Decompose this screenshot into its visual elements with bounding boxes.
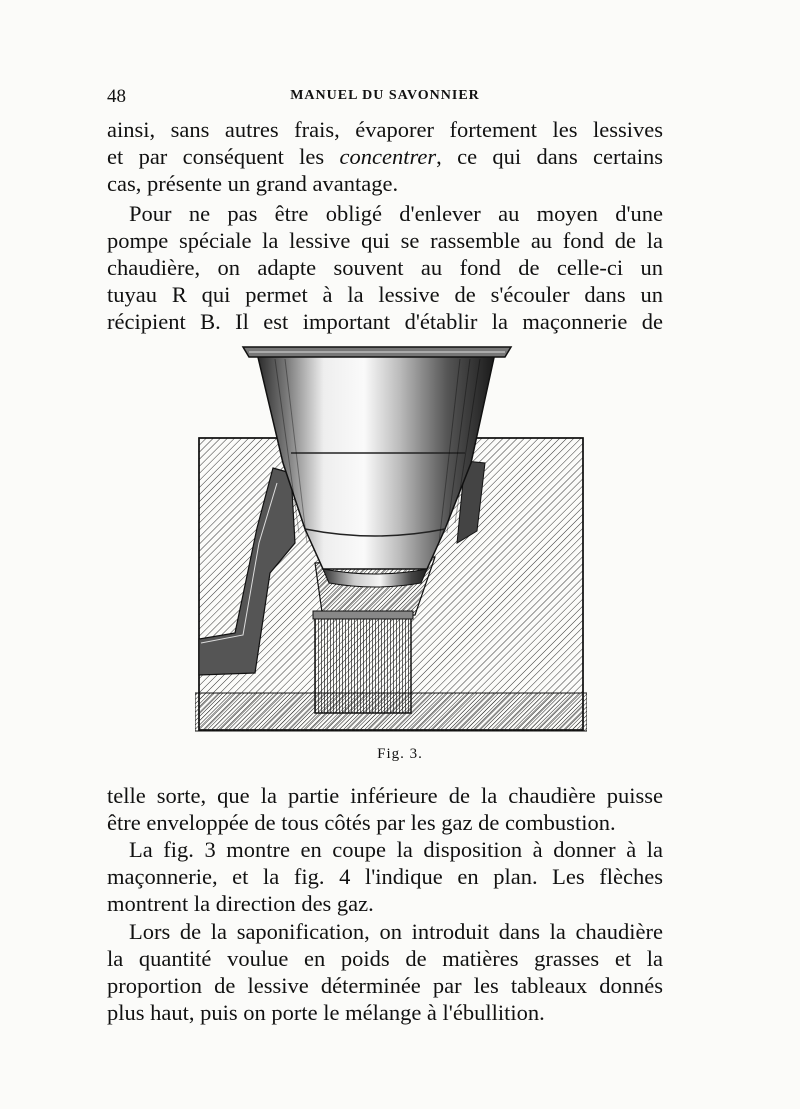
page-header	[107, 86, 663, 108]
text-line: La fig. 3 montre en coupe la disposition à donner à la	[129, 837, 663, 862]
paragraph-4	[107, 836, 663, 917]
text-line: récipient B. Il est important d'établir la maçonnerie de	[107, 309, 663, 334]
text-line: plus haut, puis on porte le mélange à l'ébullition.	[107, 1000, 545, 1025]
text-line: chaudière, on adapte souvent au fond de celle-ci un	[107, 255, 663, 280]
text-line: la quantité voulue en poids de matières grasses et la	[107, 946, 663, 971]
paragraph-2	[107, 200, 663, 335]
figure-caption: Fig. 3.	[377, 746, 423, 762]
paragraph-1	[107, 116, 663, 197]
boiler-engraving	[195, 343, 587, 733]
page-number: 48	[107, 86, 126, 107]
running-head: MANUEL DU SAVONNIER	[290, 88, 480, 103]
text-fragment: , ce qui dans certains	[436, 144, 663, 169]
text-line: cas, présente un grand avantage.	[107, 171, 399, 196]
text-line: ainsi, sans autres frais, évaporer fortement les lessives	[107, 117, 663, 142]
text-line: Pour ne pas être obligé d'enlever au moyen d'une	[129, 201, 663, 226]
text-line: Lors de la saponification, on introduit dans la chaudière	[129, 919, 663, 944]
text-line: proportion de lessive déterminée par les tableaux donnés	[107, 973, 663, 998]
text-line: tuyau R qui permet à la lessive de s'écouler dans un	[107, 282, 663, 307]
text-line: pompe spéciale la lessive qui se rassemble au fond de la	[107, 228, 663, 253]
emphasized-word: concentrer	[339, 144, 437, 169]
text-fragment: et par conséquent les	[107, 144, 340, 169]
text-line	[107, 143, 663, 170]
text-line: être enveloppée de tous côtés par les gaz de combustion.	[107, 810, 616, 835]
text-line: telle sorte, que la partie inférieure de la chaudière puisse	[107, 783, 663, 808]
paragraph-5	[107, 918, 663, 1026]
text-line: montrent la direction des gaz.	[107, 891, 374, 916]
paragraph-3	[107, 782, 663, 836]
text-line: maçonnerie, et la fig. 4 l'indique en plan. Les flèches	[107, 864, 663, 889]
